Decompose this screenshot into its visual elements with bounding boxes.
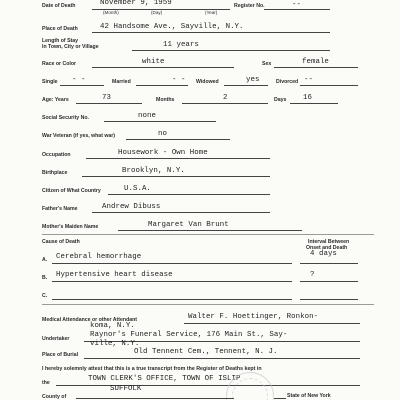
state-line <box>274 398 286 399</box>
single-label: Single <box>42 79 58 85</box>
place-of-death-value: 42 Handsome Ave., Sayville, N.Y. <box>100 23 244 31</box>
county-label: County of <box>42 394 67 400</box>
mother-name-line <box>118 230 302 231</box>
cause-a-label: A. <box>42 257 48 263</box>
single-line <box>60 85 104 86</box>
citizen-label: Citizen of What Country <box>42 188 101 194</box>
burial-value: Old Tennent Cem., Tennent, N. J. <box>134 348 278 356</box>
widowed-value: yes <box>246 76 260 84</box>
sex-line <box>274 67 358 68</box>
war-veteran-value: no <box>158 130 167 138</box>
undertaker-value: Raynor's Funeral Service, 176 Main St., Say- <box>90 331 288 339</box>
race-label: Race or Color <box>42 61 77 67</box>
interval-header: Interval Between <box>308 239 350 245</box>
length-of-stay-line <box>132 50 330 51</box>
attestation-text: I hereby solemnly attest that this is a true transcript from the Register of Deaths kept in <box>42 366 262 372</box>
married-line <box>136 85 188 86</box>
race-value: white <box>142 58 165 66</box>
place-of-death-line <box>92 32 330 33</box>
county-value: SUFFOLK <box>110 385 142 393</box>
divorced-value: -- <box>304 76 313 84</box>
register-no-label: Register No. <box>234 3 265 9</box>
age-months-label: Months <box>156 97 175 103</box>
mother-name-value: Margaret Van Brunt <box>148 221 229 229</box>
social-security-line <box>104 121 216 122</box>
burial-line <box>84 358 360 359</box>
age-years-line <box>76 103 142 104</box>
cause-c-line <box>52 299 292 300</box>
social-security-value: none <box>138 112 156 120</box>
date-of-death-label: Date of Death <box>42 3 76 9</box>
age-days-line <box>290 103 338 104</box>
date-of-death-value: November 9, 1959 <box>100 0 172 7</box>
single-value: - - <box>72 76 86 84</box>
age-years-label: Age: Years <box>42 97 69 103</box>
mother-name-label: Mother's Maiden Name <box>42 224 99 230</box>
state-label: State of New York <box>287 393 331 399</box>
undertaker-value-cont: ville, N.Y. <box>90 340 140 348</box>
father-name-line <box>92 212 270 213</box>
length-of-stay-sublabel: In Town, City or Village <box>42 44 99 50</box>
undertaker-label: Undertaker <box>42 336 70 342</box>
occupation-value: Housework - Own Home <box>118 149 208 157</box>
father-name-label: Father's Name <box>42 206 78 212</box>
citizen-line <box>108 194 270 195</box>
register-no-line <box>264 9 330 10</box>
war-veteran-line <box>126 139 230 140</box>
attendant-value: Walter F. Hoettinger, Ronkon- <box>188 313 319 321</box>
county-line <box>76 398 234 399</box>
burial-label: Place of Burial <box>42 352 79 358</box>
cause-a-interval: 4 days <box>310 250 337 258</box>
widowed-label: Widowed <box>196 79 219 85</box>
married-label: Married <box>112 79 131 85</box>
age-days-value: 16 <box>303 94 312 102</box>
occupation-line <box>86 158 270 159</box>
attestation-the: the <box>42 380 50 386</box>
day-caption: (Day) <box>151 10 163 15</box>
attestation-office: TOWN CLERK'S OFFICE, TOWN OF ISLIP <box>88 375 241 383</box>
interval-header-2: Onset and Death <box>306 245 348 251</box>
month-caption: (Month) <box>103 10 119 15</box>
age-years-value: 73 <box>102 94 111 102</box>
cause-b-label: B. <box>42 275 48 281</box>
attendant-value-cont: koma, N.Y. <box>90 322 135 330</box>
age-days-label: Days <box>274 97 287 103</box>
age-months-value: 2 <box>223 94 228 102</box>
year-caption: (Year) <box>205 10 218 15</box>
father-name-value: Andrew Dibuss <box>102 203 161 211</box>
birthplace-line <box>82 176 270 177</box>
cause-b-interval-line <box>300 281 358 282</box>
cause-c-interval-line <box>300 299 358 300</box>
war-veteran-label: War Veteran (if yes, what war) <box>42 133 116 139</box>
cause-bottom-divider <box>42 304 374 305</box>
birthplace-label: Birthplace <box>42 170 68 176</box>
social-security-label: Social Security No. <box>42 115 89 121</box>
length-of-stay-value: 11 years <box>163 41 199 49</box>
widowed-line <box>224 85 268 86</box>
race-line <box>92 67 234 68</box>
cause-top-divider <box>42 234 374 235</box>
cause-a-value: Cerebral hemorrhage <box>56 253 142 261</box>
divorced-line <box>300 85 358 86</box>
attendant-label: Medical Attendance or other Attendant <box>42 317 138 323</box>
sex-label: Sex <box>262 61 272 67</box>
cause-b-line <box>52 281 292 282</box>
sex-value: female <box>302 58 329 66</box>
attestation-line <box>56 385 360 386</box>
cause-b-value: Hypertensive heart disease <box>56 271 173 279</box>
cause-c-label: C. <box>42 293 48 299</box>
divorced-label: Divorced <box>276 79 299 85</box>
age-months-line <box>182 103 268 104</box>
cause-a-interval-line <box>300 263 358 264</box>
cause-b-interval: ? <box>310 271 315 279</box>
occupation-label: Occupation <box>42 152 71 158</box>
register-no-value: -- <box>292 1 301 9</box>
citizen-value: U.S.A. <box>124 185 151 193</box>
cause-label: Cause of Death <box>42 239 80 245</box>
place-of-death-label: Place of Death <box>42 26 78 32</box>
length-of-stay-label: Length of Stay <box>42 38 79 44</box>
attendant-line <box>184 323 360 324</box>
birthplace-value: Brooklyn, N.Y. <box>122 167 185 175</box>
cause-a-line <box>52 263 292 264</box>
married-value: - - <box>172 76 186 84</box>
